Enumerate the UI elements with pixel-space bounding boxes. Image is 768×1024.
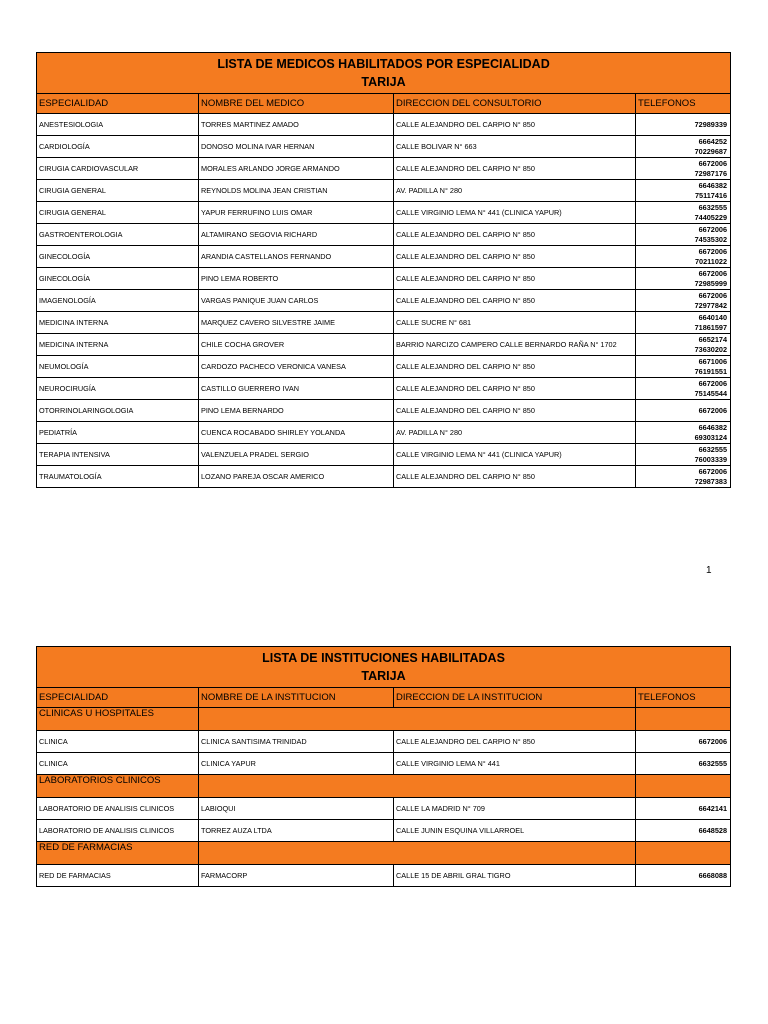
institutions-subtitle: TARIJA [361, 669, 406, 683]
specialty-cell: IMAGENOLOGÍA [37, 290, 199, 312]
doctor-name-cell: CHILE COCHA GROVER [199, 334, 394, 356]
doctor-name-cell: ARANDIA CASTELLANOS FERNANDO [199, 246, 394, 268]
column-header: DIRECCION DE LA INSTITUCION [394, 688, 636, 708]
column-header: TELEFONOS [636, 688, 731, 708]
address-cell: CALLE ALEJANDRO DEL CARPIO N° 850 [394, 356, 636, 378]
phone-number: 76003339 [694, 454, 728, 464]
phone-number: 74535302 [694, 234, 728, 244]
table-row [37, 356, 731, 378]
phone-number: 69303124 [694, 432, 728, 442]
doctor-name-cell: YAPUR FERRUFINO LUIS OMAR [199, 202, 394, 224]
address-cell: CALLE ALEJANDRO DEL CARPIO N° 850 [394, 114, 636, 136]
category-empty-cell [199, 775, 636, 798]
table-row [37, 731, 731, 753]
address-cell: CALLE SUCRE N° 681 [394, 312, 636, 334]
phone-number: 6672006 [698, 246, 728, 256]
phones-cell [636, 202, 731, 224]
phone-number: 6672006 [698, 290, 728, 300]
specialty-cell: MEDICINA INTERNA [37, 312, 199, 334]
specialty-cell: LABORATORIO DE ANALISIS CLINICOS [37, 798, 199, 820]
phones-cell [636, 158, 731, 180]
column-header: NOMBRE DEL MEDICO [199, 94, 394, 114]
phone-cell: 6668088 [636, 865, 731, 887]
table-row [37, 334, 731, 356]
institutions-title: LISTA DE INSTITUCIONES HABILITADAS [262, 651, 505, 665]
table-row [37, 312, 731, 334]
specialty-cell: GINECOLOGÍA [37, 246, 199, 268]
category-empty-cell [199, 842, 636, 865]
category-label: LABORATORIOS CLINICOS [37, 775, 199, 798]
institutions-table [36, 646, 731, 887]
phone-number: 72987383 [694, 476, 728, 486]
phone-number: 72989339 [694, 119, 728, 129]
phone-number: 73630202 [694, 344, 728, 354]
address-cell: CALLE VIRGINIO LEMA N° 441 [394, 753, 636, 775]
phones-cell [636, 290, 731, 312]
category-empty-cell [199, 708, 636, 731]
address-cell: CALLE 15 DE ABRIL GRAL TIGRO [394, 865, 636, 887]
address-cell: AV. PADILLA N° 280 [394, 422, 636, 444]
institutions-header-row [37, 688, 731, 708]
doctor-name-cell: DONOSO MOLINA IVAR HERNAN [199, 136, 394, 158]
phone-number: 6672006 [698, 378, 728, 388]
institution-name-cell: CLINICA SANTISIMA TRINIDAD [199, 731, 394, 753]
doctor-name-cell: VALENZUELA PRADEL SERGIO [199, 444, 394, 466]
phone-number: 6632555 [698, 444, 728, 454]
table-row [37, 290, 731, 312]
table-row [37, 753, 731, 775]
phones-cell [636, 180, 731, 202]
table-row [37, 400, 731, 422]
address-cell: CALLE JUNIN ESQUINA VILLARROEL [394, 820, 636, 842]
specialty-cell: GINECOLOGÍA [37, 268, 199, 290]
phone-number: 75145544 [694, 388, 728, 398]
specialty-cell: CLINICA [37, 731, 199, 753]
address-cell: CALLE ALEJANDRO DEL CARPIO N° 850 [394, 378, 636, 400]
institution-name-cell: TORREZ AUZA LTDA [199, 820, 394, 842]
phone-number: 76191551 [694, 366, 728, 376]
specialty-cell: GASTROENTEROLOGIA [37, 224, 199, 246]
specialty-cell: TERAPIA INTENSIVA [37, 444, 199, 466]
specialty-cell: NEUROCIRUGÍA [37, 378, 199, 400]
phones-cell [636, 378, 731, 400]
category-empty-cell [636, 842, 731, 865]
address-cell: CALLE ALEJANDRO DEL CARPIO N° 850 [394, 400, 636, 422]
doctor-name-cell: CUENCA ROCABADO SHIRLEY YOLANDA [199, 422, 394, 444]
specialty-cell: CLINICA [37, 753, 199, 775]
doctor-name-cell: MARQUEZ CAVERO SILVESTRE JAIME [199, 312, 394, 334]
specialty-cell: PEDIATRÍA [37, 422, 199, 444]
table-row [37, 114, 731, 136]
specialty-cell: CARDIOLOGÍA [37, 136, 199, 158]
category-empty-cell [636, 708, 731, 731]
table-row [37, 180, 731, 202]
address-cell: CALLE ALEJANDRO DEL CARPIO N° 850 [394, 224, 636, 246]
phone-number: 71861597 [694, 322, 728, 332]
phone-number: 6640140 [698, 312, 728, 322]
address-cell: CALLE ALEJANDRO DEL CARPIO N° 850 [394, 158, 636, 180]
phone-number: 70211022 [694, 256, 728, 266]
doctors-subtitle: TARIJA [361, 75, 406, 89]
specialty-cell: CIRUGIA CARDIOVASCULAR [37, 158, 199, 180]
doctor-name-cell: ALTAMIRANO SEGOVIA RICHARD [199, 224, 394, 246]
specialty-cell: NEUMOLOGÍA [37, 356, 199, 378]
phone-number: 6632555 [698, 202, 728, 212]
phones-cell [636, 422, 731, 444]
table-row [37, 224, 731, 246]
table-row [37, 444, 731, 466]
doctors-title-cell [37, 53, 731, 94]
doctor-name-cell: PINO LEMA BERNARDO [199, 400, 394, 422]
doctors-title: LISTA DE MEDICOS HABILITADOS POR ESPECIALIDAD [217, 57, 550, 71]
address-cell: CALLE ALEJANDRO DEL CARPIO N° 850 [394, 246, 636, 268]
phone-number: 6646382 [698, 422, 728, 432]
specialty-cell: ANESTESIOLOGIA [37, 114, 199, 136]
category-empty-cell [636, 775, 731, 798]
column-header: ESPECIALIDAD [37, 94, 199, 114]
table-row [37, 246, 731, 268]
doctor-name-cell: CASTILLO GUERRERO IVAN [199, 378, 394, 400]
phone-cell: 6672006 [636, 731, 731, 753]
address-cell: CALLE BOLIVAR N° 663 [394, 136, 636, 158]
table-row [37, 268, 731, 290]
doctors-table [36, 52, 731, 488]
address-cell: CALLE ALEJANDRO DEL CARPIO N° 850 [394, 268, 636, 290]
phone-number: 70229687 [694, 146, 728, 156]
address-cell: CALLE ALEJANDRO DEL CARPIO N° 850 [394, 731, 636, 753]
phones-cell [636, 224, 731, 246]
phone-number: 72985999 [694, 278, 728, 288]
doctor-name-cell: VARGAS PANIQUE JUAN CARLOS [199, 290, 394, 312]
phones-cell [636, 246, 731, 268]
phone-number: 72977842 [694, 300, 728, 310]
doctor-name-cell: PINO LEMA ROBERTO [199, 268, 394, 290]
page-number: 1 [706, 565, 712, 576]
column-header: ESPECIALIDAD [37, 688, 199, 708]
phones-cell [636, 356, 731, 378]
table-row [37, 158, 731, 180]
address-cell: BARRIO NARCIZO CAMPERO CALLE BERNARDO RAÑA N° 1702 [394, 334, 636, 356]
doctor-name-cell: REYNOLDS MOLINA JEAN CRISTIAN [199, 180, 394, 202]
address-cell: CALLE VIRGINIO LEMA N° 441 (CLINICA YAPUR) [394, 202, 636, 224]
specialty-cell: TRAUMATOLOGÍA [37, 466, 199, 488]
doctor-name-cell: CARDOZO PACHECO VERONICA VANESA [199, 356, 394, 378]
institution-name-cell: CLINICA YAPUR [199, 753, 394, 775]
phones-cell [636, 136, 731, 158]
institution-name-cell: FARMACORP [199, 865, 394, 887]
address-cell: AV. PADILLA N° 280 [394, 180, 636, 202]
doctor-name-cell: TORRES MARTINEZ AMADO [199, 114, 394, 136]
phone-number: 6652174 [698, 334, 728, 344]
specialty-cell: LABORATORIO DE ANALISIS CLINICOS [37, 820, 199, 842]
phone-number: 74405229 [694, 212, 728, 222]
table-row [37, 798, 731, 820]
specialty-cell: MEDICINA INTERNA [37, 334, 199, 356]
phone-number: 6672006 [698, 158, 728, 168]
phones-cell [636, 334, 731, 356]
phones-cell [636, 312, 731, 334]
institutions-title-cell [37, 647, 731, 688]
doctor-name-cell: MORALES ARLANDO JORGE ARMANDO [199, 158, 394, 180]
address-cell: CALLE ALEJANDRO DEL CARPIO N° 850 [394, 290, 636, 312]
address-cell: CALLE ALEJANDRO DEL CARPIO N° 850 [394, 466, 636, 488]
table-row [37, 422, 731, 444]
phones-cell [636, 268, 731, 290]
column-header: NOMBRE DE LA INSTITUCION [199, 688, 394, 708]
category-label: RED DE FARMACIAS [37, 842, 199, 865]
category-row [37, 775, 731, 798]
category-label: CLINICAS U HOSPITALES [37, 708, 199, 731]
address-cell: CALLE VIRGINIO LEMA N° 441 (CLINICA YAPUR) [394, 444, 636, 466]
phone-number: 6672006 [698, 405, 728, 415]
doctors-header-row [37, 94, 731, 114]
table-row [37, 466, 731, 488]
address-cell: CALLE LA MADRID N° 709 [394, 798, 636, 820]
column-header: TELEFONOS [636, 94, 731, 114]
phone-cell: 6632555 [636, 753, 731, 775]
table-row [37, 136, 731, 158]
institution-name-cell: LABIOQUI [199, 798, 394, 820]
phone-number: 6671006 [698, 356, 728, 366]
specialty-cell: CIRUGIA GENERAL [37, 180, 199, 202]
table-row [37, 820, 731, 842]
phones-cell [636, 466, 731, 488]
phone-cell: 6642141 [636, 798, 731, 820]
category-row [37, 708, 731, 731]
phones-cell [636, 400, 731, 422]
phone-number: 6664252 [698, 136, 728, 146]
specialty-cell: OTORRINOLARINGOLOGIA [37, 400, 199, 422]
phone-number: 75117416 [694, 190, 728, 200]
specialty-cell: RED DE FARMACIAS [37, 865, 199, 887]
category-row [37, 842, 731, 865]
doctor-name-cell: LOZANO PAREJA OSCAR AMERICO [199, 466, 394, 488]
phones-cell [636, 114, 731, 136]
table-row [37, 202, 731, 224]
phone-number: 6646382 [698, 180, 728, 190]
phone-number: 6672006 [698, 466, 728, 476]
table-row [37, 378, 731, 400]
specialty-cell: CIRUGIA GENERAL [37, 202, 199, 224]
column-header: DIRECCION DEL CONSULTORIO [394, 94, 636, 114]
phone-number: 6672006 [698, 224, 728, 234]
phone-cell: 6648528 [636, 820, 731, 842]
phone-number: 6672006 [698, 268, 728, 278]
table-row [37, 865, 731, 887]
phones-cell [636, 444, 731, 466]
phone-number: 72987176 [694, 168, 728, 178]
